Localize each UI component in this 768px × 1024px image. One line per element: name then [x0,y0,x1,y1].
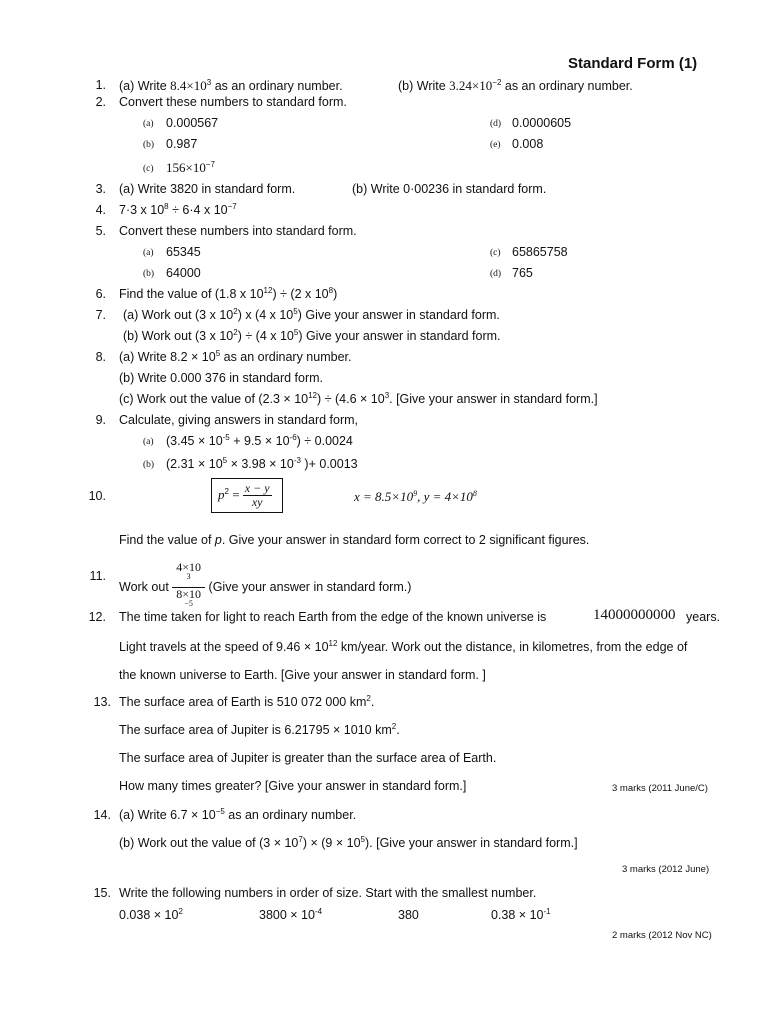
q12-big-number: 14000000000 [593,607,676,623]
q7-part-b: (b) Work out (3 x $10^2) \div (4$ x $10^5$) Give your answer in standard form. [123,328,501,343]
q7-number: 7. [95,308,106,322]
q4-text: 7·3 x $10^8 \div 6\cdot 4$ x $10^{-7}$ [119,202,237,217]
q5-c-value: 65865758 [512,245,568,259]
q4-number: 4. [95,203,106,217]
q3-part-a: (a) Write 3820 in standard form. [119,182,296,196]
q12-number: 12. [88,610,106,624]
q12-line-1: The time taken for light to reach Earth from the edge of the known universe is [119,610,547,624]
q8-part-c: (c) Work out the value of $(2.3 \times 10^{12}) \div (4.6 \times 10^3$. [Give your answer in standard form.] [119,391,598,406]
q12-years: years. [686,610,721,624]
q2-b-value: 0.987 [166,137,198,151]
q8-part-a: (a) Write $8.2 \times 10^5$ as an ordinary number. [119,349,352,364]
q9-b-expression: ($2.31 \times 10^5 \times 3.98 \times 10^{-3}$ )+ 0.0013 [166,456,358,471]
q7-part-a: (a) Work out (3 x $10^2$) x (4 x $10^5$) Give your answer in standard form. [123,307,500,322]
q13-line-4: How many times greater? [Give your answer in standard form.] [119,779,467,793]
q10-number: 10. [88,489,106,503]
q11-number: 11. [89,569,106,583]
q15-marks: 2 marks (2012 Nov NC) [612,930,712,941]
q2-a-value: 0.000567 [166,116,219,130]
q3-part-b: (b) Write 0·00236 in standard form. [352,182,547,196]
q2-b-label: (b) [143,140,155,150]
q15-text: Write the following numbers in order of size. Start with the smallest number. [119,886,537,900]
q2-c-value: $156\times 10^{-7}$ [166,160,215,175]
q5-text: Convert these numbers into standard form. [119,224,357,238]
q11-text: Work out 4×10 $^3$ 8×10 $^{-5}$ (Give your answer in standard form.) [119,561,411,614]
q3-number: 3. [95,182,106,196]
q12-line-3: the known universe to Earth. [Give your answer in standard form. ] [119,668,486,682]
q13-line-2: The surface area of Jupiter is 6.21795 × 1010 $km^2$. [119,722,400,737]
q2-c-label: (c) [143,164,154,174]
q9-a-label: (a) [143,437,154,447]
page-title: Standard Form (1) [568,55,698,72]
q10-formula-box: $p^2$ = $\frac{x - y}{xy}$ [211,478,283,513]
q5-number: 5. [95,224,106,238]
q14-marks: 3 marks (2012 June) [622,864,710,875]
q8-part-b: (b) Write 0.000 376 in standard form. [119,371,324,385]
q5-a-value: 65345 [166,245,201,259]
q5-b-label: (b) [143,269,155,279]
q2-number: 2. [95,95,106,109]
q5-c-label: (c) [490,248,501,258]
q5-b-value: 64000 [166,266,201,280]
q5-a-label: (a) [143,248,154,258]
q2-text: Convert these numbers to standard form. [119,95,347,109]
q10-fraction: $\frac{x - y}{xy}$ [244,481,270,509]
q2-e-value: 0.008 [512,137,544,151]
q13-line-3: The surface area of Jupiter is greater than the surface area of Earth. [119,751,497,765]
q13-line-1: The surface area of Earth is 510 072 000 $km^2$. [119,694,375,709]
q14-number: 14. [93,808,111,822]
q13-number: 13. [93,695,111,709]
q14-part-a: (a) Write $6.7 \times 10^{-5}$ as an ordinary number. [119,807,357,822]
q1-part-a: (a) Write $8.4\times 10^3$ as an ordinary number. [119,78,343,93]
q5-d-value: 765 [512,266,533,280]
q6-number: 6. [95,287,106,301]
q15-number-2: $3800 \times 10^{-4}$ [259,907,323,922]
q15-number-4: $0.38 \times 10^{-1}$ [491,907,551,922]
q14-part-b: (b) Work out the value of $(3 \times 10^7) \times (9 \times 10^5)$. [Give your answer in standard form.] [119,835,578,850]
q2-d-value: 0.0000605 [512,116,572,130]
q9-number: 9. [95,413,106,427]
q1-number: 1. [95,78,106,92]
q9-b-label: (b) [143,460,155,470]
q2-e-label: (e) [490,140,501,150]
q8-number: 8. [95,350,106,364]
q10-instruction: Find the value of p. Give your answer in standard form correct to 2 significant figures. [119,533,590,547]
q9-text: Calculate, giving answers in standard form, [119,413,359,427]
q9-a-expression: $(3.45 \times 10^{-5} + 9.5 \times 10^{-6}) \div 0.0024$ [166,433,353,448]
q12-line-2: Light travels at the speed of $9.46 \times 10^{12}$ km/year. Work out the distance, in kilometres, from the edge of [119,639,688,654]
q11-fraction: 4×10 $^3$ 8×10 $^{-5}$ [172,561,205,614]
q6-text: Find the value of (1.8 x $10^{12}) \div (2$ x $10^8$) [119,286,338,301]
q13-marks: 3 marks (2011 June/C) [612,783,708,794]
q2-d-label: (d) [490,119,502,129]
q10-given-values: $x = 8.5\times 10^9$, $y = 4\times 10^8$ [354,489,477,504]
q1-part-b: (b) Write $3.24\times 10^{-2}$ as an ordinary number. [398,78,633,93]
q15-number-3: 380 [398,908,419,922]
q15-number-1: $0.038 \times 10^2$ [119,907,183,922]
q5-d-label: (d) [490,269,502,279]
q2-a-label: (a) [143,119,154,129]
q15-number: 15. [93,886,111,900]
